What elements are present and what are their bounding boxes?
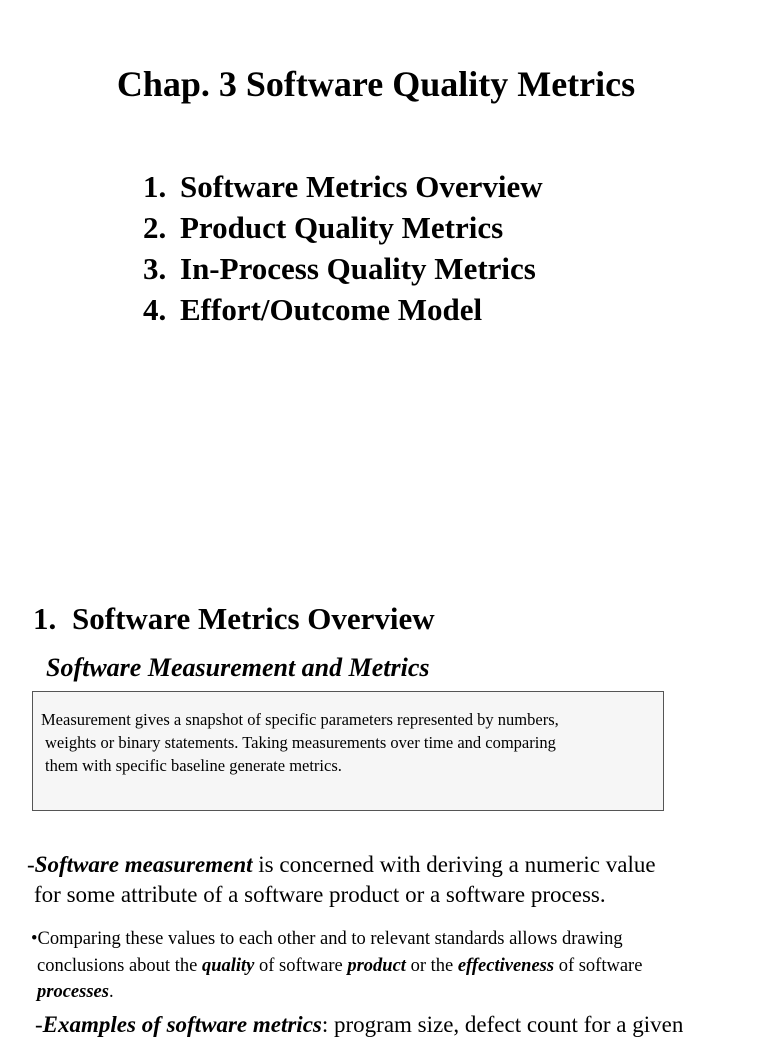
section-heading-number: 1. — [33, 601, 57, 636]
definition-line: weights or binary statements. Taking measurements over time and comparing — [45, 733, 556, 752]
bullet-icon: • — [31, 929, 38, 949]
outline-item-number: 1. — [143, 169, 167, 204]
paragraph-text: is concerned with deriving a numeric value — [252, 852, 656, 877]
term-effectiveness: effectiveness — [457, 955, 555, 976]
dash-marker: - — [35, 1012, 43, 1037]
outline-item-text: Effort/Outcome Model — [180, 292, 483, 327]
examples-line-partial — [35, 1010, 683, 1040]
paragraph-text: : program size, defect count for a given — [321, 1012, 684, 1037]
term-examples: Examples of software metrics — [42, 1012, 322, 1037]
paragraph-text: of software — [254, 955, 348, 976]
outline-item-text: Software Metrics Overview — [180, 169, 543, 204]
outline-item-text: Product Quality Metrics — [180, 210, 504, 245]
measurement-paragraph — [27, 850, 656, 910]
paragraph-line — [31, 926, 642, 953]
outline-item-text: In-Process Quality Metrics — [180, 251, 536, 286]
paragraph-line — [27, 850, 656, 880]
dash-marker: - — [27, 852, 35, 877]
paragraph-line — [31, 953, 642, 980]
definition-line: Measurement gives a snapshot of specific parameters represented by numbers, — [41, 710, 559, 729]
outline-item — [143, 289, 543, 330]
paragraph-text: conclusions about the — [37, 955, 202, 976]
paragraph-text: of software — [554, 955, 643, 976]
term-quality: quality — [201, 955, 255, 976]
term-software-measurement: Software measurement — [34, 852, 253, 877]
term-processes: processes — [37, 982, 109, 1002]
paragraph-line: for some attribute of a software product or a software process. — [34, 882, 606, 907]
section-heading-text: Software Metrics Overview — [72, 601, 435, 636]
term-product: product — [347, 955, 406, 976]
chapter-outline — [143, 166, 543, 330]
paragraph-text: . — [108, 982, 114, 1002]
outline-item-number: 4. — [143, 292, 167, 327]
outline-item — [143, 248, 543, 289]
definition-box — [32, 691, 664, 811]
outline-item — [143, 207, 543, 248]
paragraph-text: or the — [405, 955, 458, 976]
outline-item-number: 3. — [143, 251, 167, 286]
section-heading — [33, 599, 435, 639]
outline-item-number: 2. — [143, 210, 167, 245]
paragraph-text: Comparing these values to each other and to relevant standards allows drawing — [37, 929, 623, 949]
subheading: Software Measurement and Metrics — [46, 653, 430, 682]
paragraph-line — [31, 979, 642, 1006]
definition-line: them with specific baseline generate metrics. — [45, 756, 342, 775]
bullet-paragraph — [31, 926, 642, 1006]
outline-item — [143, 166, 543, 207]
chapter-title: Chap. 3 Software Quality Metrics — [116, 64, 636, 104]
